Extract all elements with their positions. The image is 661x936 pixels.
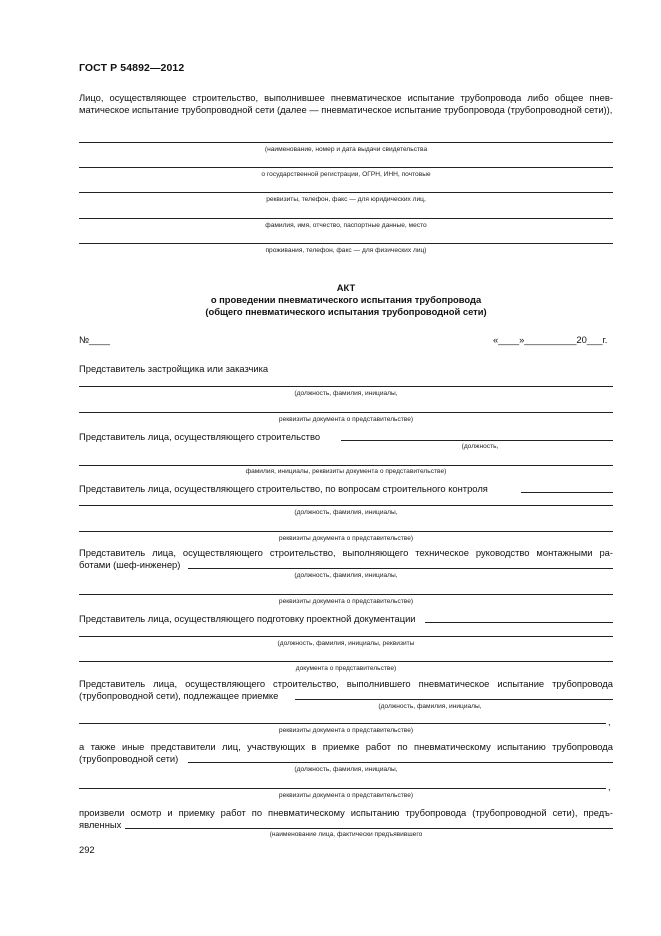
intro-caption-2: о государственной регистрации, ОГРН, ИНН, почтовые [261,171,431,178]
executor-rep-caption-1: (должность, фамилия, инициалы, [378,703,482,710]
intro-fill-line-5[interactable] [79,243,613,244]
intro-caption-4: фамилия, имя, отчество, паспортные данные, место [265,222,427,229]
act-subtitle-1: о проведении пневматического испытания трубопровода [210,294,482,305]
final-line-1[interactable] [125,828,613,829]
intro-fill-line-4[interactable] [79,218,613,219]
executor-rep-comma: , [608,716,611,727]
customer-rep-caption-2: реквизиты документа о представительстве) [278,416,414,423]
others-rep-comma: , [608,781,611,792]
design-rep-line-inline[interactable] [425,622,613,623]
customer-rep-line-2[interactable] [79,412,613,413]
intro-caption-5: проживания, телефон, факс — для физических лиц) [265,247,427,254]
others-rep-label-2: (трубопроводной сети) [79,753,179,764]
executor-rep-caption-2: реквизиты документа о представительстве) [278,727,414,734]
final-label-2: явленных [79,819,122,830]
builder-rep-label: Представитель лица, осуществляющего строительство [79,431,321,442]
customer-rep-caption-1: (должность, фамилия, инициалы, [294,390,398,397]
intro-caption-3: реквизиты, телефон, факс — для юридических лиц, [266,196,426,203]
intro-paragraph: Лицо, осуществляющее строительство, выполнившее пневматическое испытание трубопровода либо общее пнев-матическое испытание трубопроводной сети (далее — пневматическое испытание трубопровода (трубопроводной сети)), [79,92,613,115]
supervision-rep-caption-1: (должность, фамилия, инициалы, [294,572,398,579]
intro-fill-line-3[interactable] [79,192,613,193]
customer-rep-line-1[interactable] [79,386,613,387]
executor-rep-label-1: Представитель лица, осуществляющего строительство, выполнившего пневматическое испытание трубопровода [79,678,613,689]
builder-rep-caption-1: (должность, [461,443,499,450]
supervision-rep-label-2: ботами (шеф-инженер) [79,559,181,570]
intro-caption-1: (наименование, номер и дата выдачи свидетельства [264,146,428,153]
executor-rep-label-2: (трубопроводной сети), подлежащее приемке [79,690,279,701]
design-rep-line-1[interactable] [79,636,613,637]
final-label-1: произвели осмотр и приемку работ по пневматическому испытанию трубопровода (трубопроводной сети), предъ- [79,807,613,818]
design-rep-label: Представитель лица, осуществляющего подготовку проектной документации [79,613,416,624]
executor-rep-line-2[interactable] [79,723,606,724]
act-subtitle-2: (общего пневматического испытания трубопроводной сети) [205,306,487,317]
design-rep-caption-2: документа о представительстве) [295,665,397,672]
others-rep-label-1: а также иные представители лиц, участвующих в приемке работ по пневматическому испытанию трубопровода [79,741,613,752]
customer-rep-label: Представитель застройщика или заказчика [79,363,269,374]
supervision-rep-label-1: Представитель лица, осуществляющего строительство, выполняющего техническое руководство монтажными ра- [79,547,613,558]
intro-fill-line-2[interactable] [79,167,613,168]
others-rep-caption-1: (должность, фамилия, инициалы, [294,766,398,773]
page-number: 292 [79,844,95,855]
supervision-rep-line-2[interactable] [79,594,613,595]
builder-rep-caption-2: фамилия, инициалы, реквизиты документа о представительстве) [245,468,447,475]
intro-fill-line-1[interactable] [79,142,613,143]
supervision-rep-line-1[interactable] [188,568,613,569]
standard-header: ГОСТ Р 54892—2012 [79,62,185,74]
others-rep-line-2[interactable] [79,788,606,789]
design-rep-caption-1: (должность, фамилия, инициалы, реквизиты [277,640,415,647]
others-rep-line-1[interactable] [188,762,613,763]
act-date-field[interactable]: «____»__________20___г. [493,334,608,345]
design-rep-line-2[interactable] [79,661,613,662]
builder-rep-line-1[interactable] [341,440,613,441]
others-rep-caption-2: реквизиты документа о представительстве) [278,792,414,799]
supervision-rep-caption-2: реквизиты документа о представительстве) [278,598,414,605]
control-rep-label: Представитель лица, осуществляющего строительство, по вопросам строительного контроля [79,483,488,494]
control-rep-line-inline[interactable] [521,492,613,493]
builder-rep-line-2[interactable] [79,465,613,466]
act-number-field[interactable]: №____ [79,334,110,345]
control-rep-caption-2: реквизиты документа о представительстве) [278,535,414,542]
control-rep-line-1[interactable] [79,505,613,506]
final-caption-1: (наименование лица, фактически предъявившего [269,831,423,838]
act-title: АКТ [336,282,356,293]
control-rep-caption-1: (должность, фамилия, инициалы, [294,509,398,516]
control-rep-line-2[interactable] [79,531,613,532]
executor-rep-line-1[interactable] [295,699,613,700]
